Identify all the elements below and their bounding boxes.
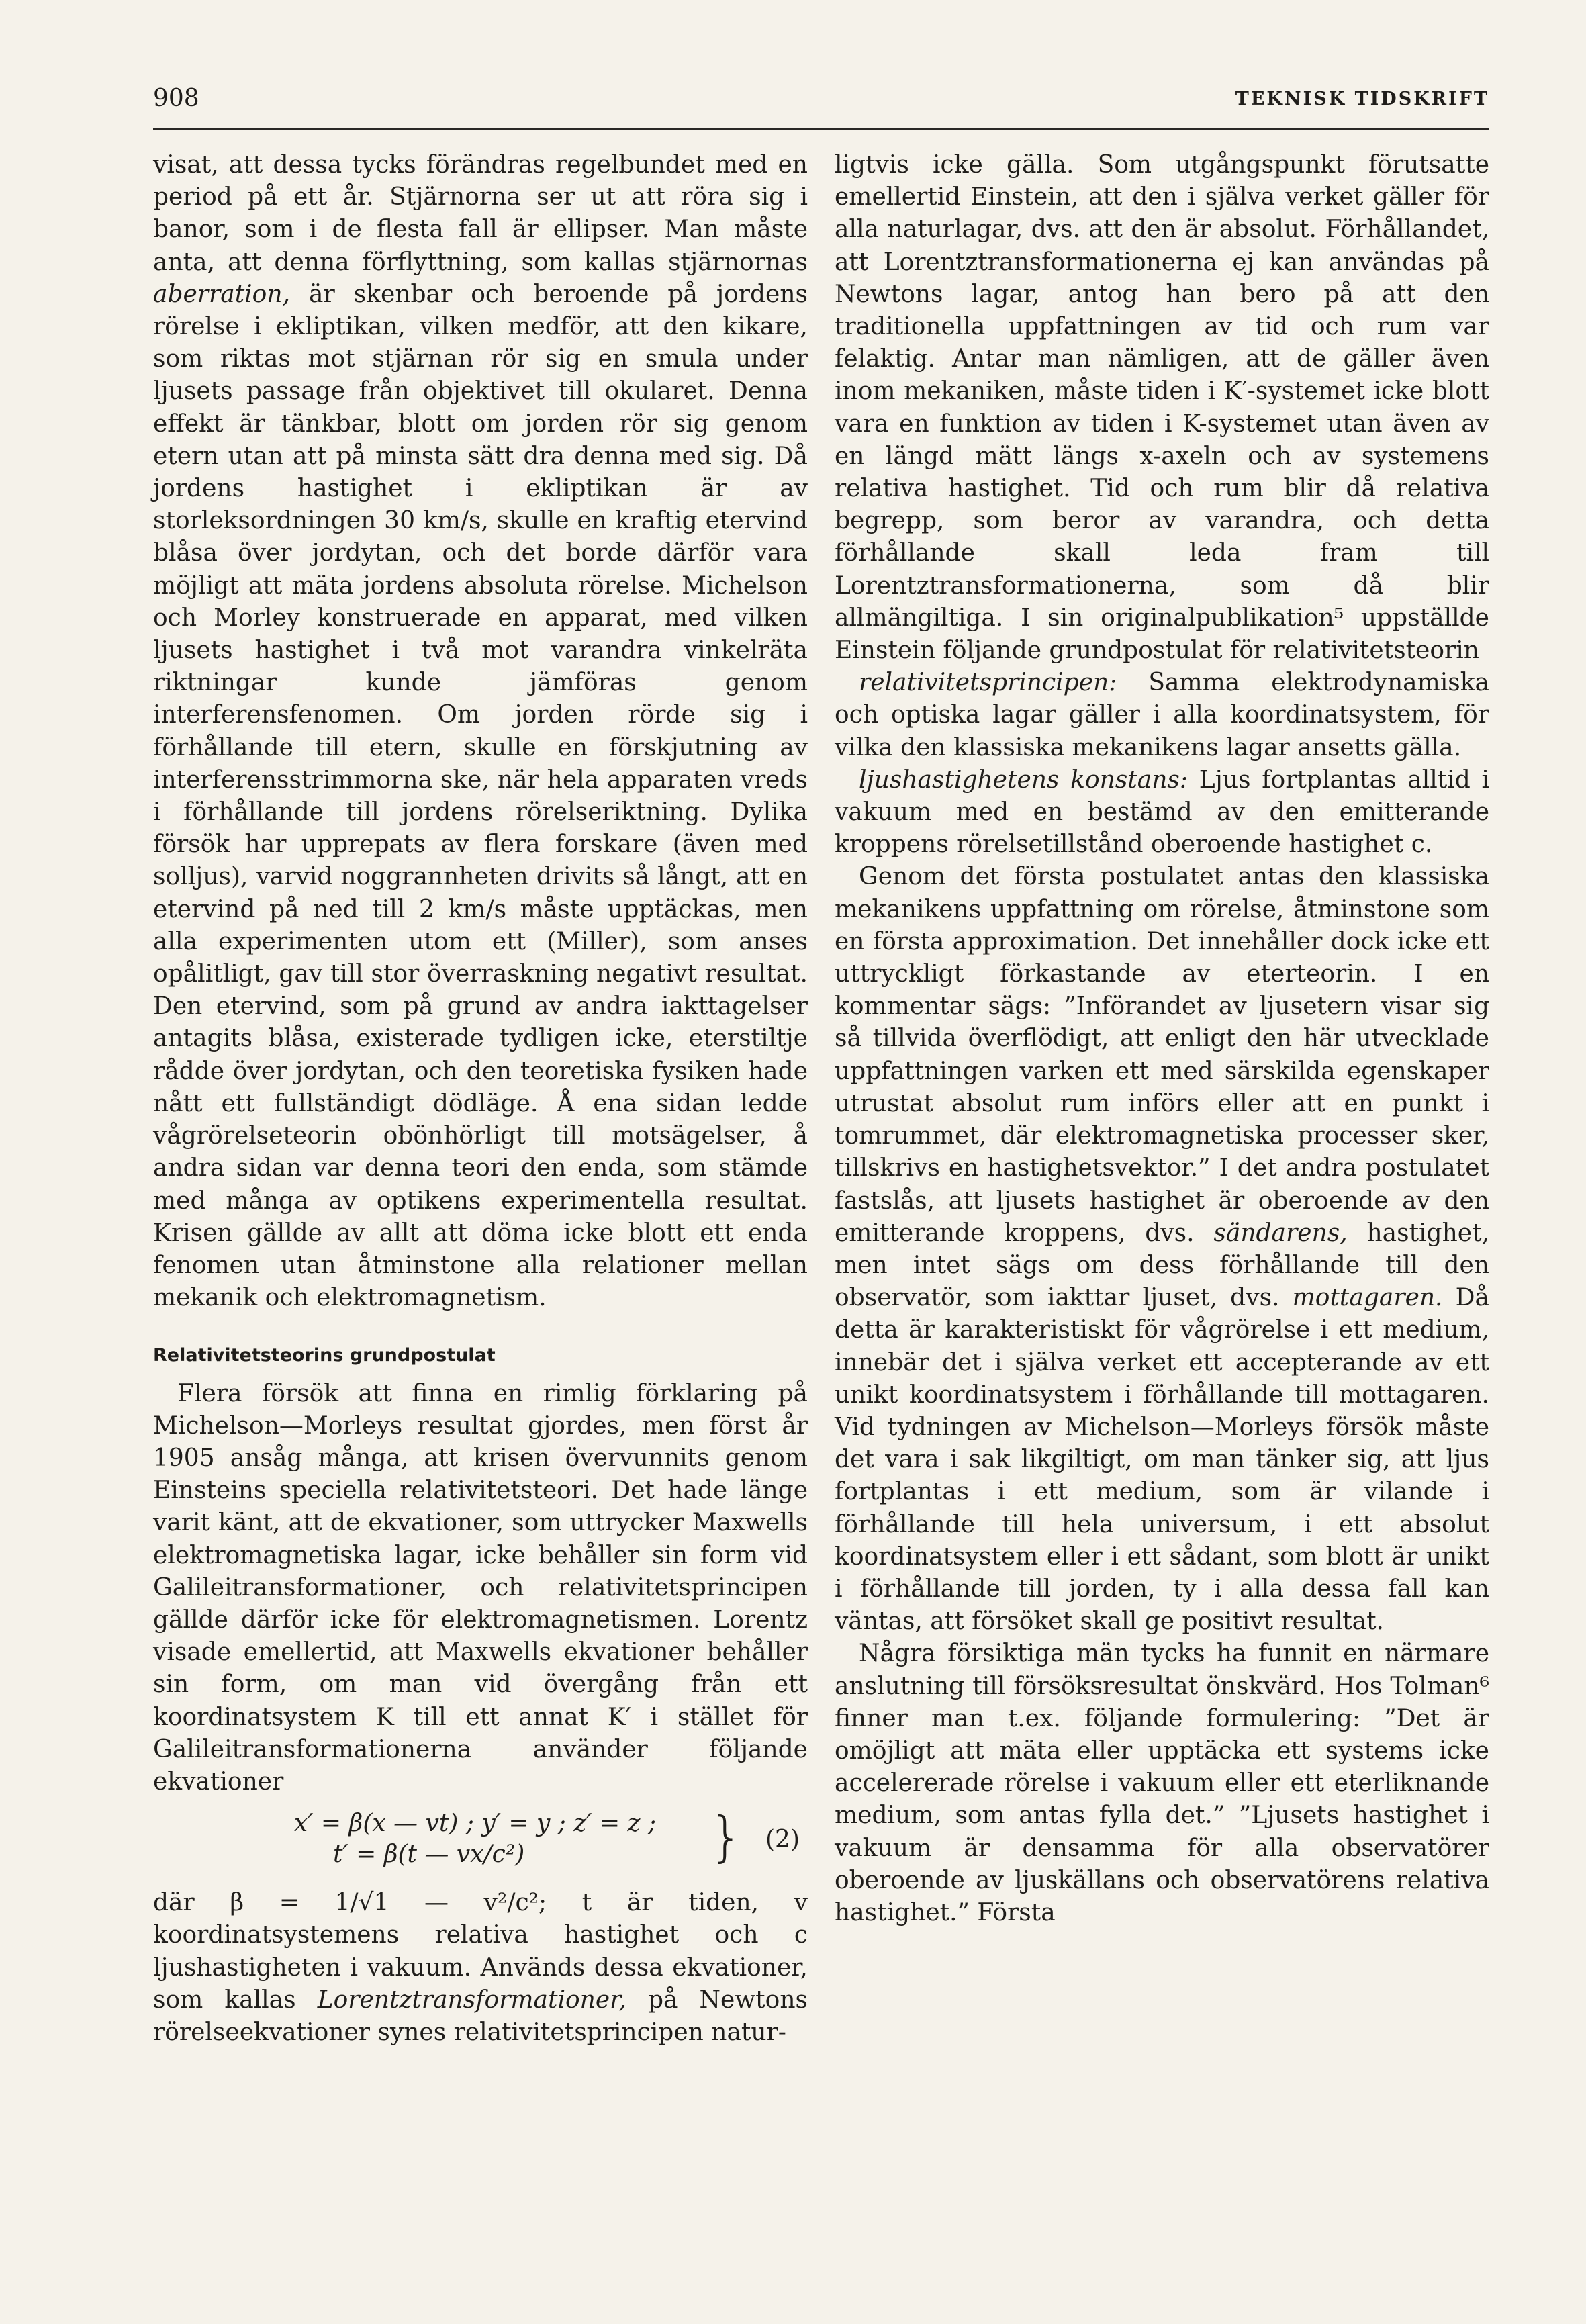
right-column <box>835 149 1489 1929</box>
equation-number: (2) <box>765 1826 800 1854</box>
postulate-2-term: ljushastighetens konstans: <box>859 765 1188 794</box>
page-header <box>153 85 1489 125</box>
equation-line-1: x′ = β(x — vt) ; y′ = y ; z′ = z ; <box>294 1810 657 1838</box>
left-paragraph-3: där β = 1/√1 — v²/c²; t är tiden, v koordinatsystemens relativa hastighet och c ljushastigheten i vakuum. Används dessa ekvationer, som kallas Lorentztransformationer, på Newtons rörelseekvationer synes relativitetsprincipen natur- <box>153 1889 808 2046</box>
left-column <box>153 149 808 2049</box>
left-paragraph-2: Flera försök att finna en rimlig förklaring på Michelson—Morleys resultat gjordes, men först år 1905 ansåg många, att krisen övervunnits genom Einsteins speciella relativitetsteori. Det hade länge varit känt, att de ekvationer, som uttrycker Maxwells elektromagnetiska lagar, icke behåller sin form vid Galileitransformationer, och relativitetsprincipen gällde därför icke för elektromagnetismen. Lorentz visade emellertid, att Maxwells ekvationer behåller sin form, om man vid övergång från ett koordinatsystem K till ett annat K′ i stället för Galileitransformationerna använder följande ekvationer <box>153 1379 808 1796</box>
lorentz-equation <box>153 1808 808 1872</box>
journal-title: TEKNISK TIDSKRIFT <box>1235 89 1489 109</box>
left-paragraph-1: visat, att dessa tycks förändras regelbundet med en period på ett år. Stjärnorna ser ut att röra sig i banor, som i de flesta fall är ellipser. Man måste anta, att denna förflyttning, som kallas stjärnornas aberration, är skenbar och beroende på jordens rörelse i ekliptikan, vilken medför, att den kikare, som riktas mot stjärnan rör sig en smula under ljusets passage från objektivet till okularet. Denna effekt är tänkbar, blott om jorden rör sig genom etern utan att på minsta sätt dra denna med sig. Då jordens hastighet i ekliptikan är av storleksordningen 30 km/s, skulle en kraftig etervind blåsa över jordytan, och det borde därför vara möjligt att mäta jordens absoluta rörelse. Michelson och Morley konstruerade en apparat, med vilken ljusets hastighet i två mot varandra vinkelräta riktningar kunde jämföras genom interferensfenomen. Om jorden rörde sig i förhållande till etern, skulle en förskjutning av interferensstrimmorna ske, när hela apparaten vreds i förhållande till jordens rörelseriktning. Dylika försök har upprepats av flera forskare (även med solljus), varvid noggrannheten drivits så långt, att en etervind på ned till 2 km/s måste upptäckas, men alla experimenten utom ett (Miller), som anses opålitligt, gav till stor överraskning negativt resultat. Den etervind, som på grund av andra iakttagelser antagits blåsa, existerade tydligen icke, eterstiltje rådde över jordytan, och den teoretiska fysiken hade nått ett fullständigt dödläge. Å ena sidan ledde vågrörelseteorin obönhörligt till motsägelser, å andra sidan var denna teori den enda, som stämde med många av optikens experimentella resultat. Krisen gällde av allt att döma icke blott ett enda fenomen utan åtminstone alla relationer mellan mekanik och elektromagnetism. <box>153 151 808 1312</box>
right-paragraph-3: Några försiktiga män tycks ha funnit en närmare anslutning till försöksresultat önskvärd. Hos Tolman⁶ finner man t.ex. följande formulering: ”Det är omöjligt att mäta eller upptäcka ett systems icke accelererade rörelse i vakuum eller ett eterliknande medium, som antas fylla det.” ”Ljusets hastighet i vakuum är densamma för alla observatörer oberoende av ljuskällans och observatörens relativa hastighet.” Första <box>835 1640 1489 1926</box>
right-paragraph-2: Genom det första postulatet antas den klassiska mekanikens uppfattning om rörelse, åtminstone som en första approximation. Det innehåller dock icke ett uttryckligt förkastande av eterteorin. I en kommentar sägs: ”Införandet av ljusetern visar sig så tillvida överflödigt, att enligt den här utvecklade uppfattningen varken ett med särskilda egenskaper utrustat absolut rum införs eller att en punkt i tomrummet, där elektromagnetiska processer sker, tillskrivs en hastighetsvektor.” I det andra postulatet fastslås, att ljusets hastighet är oberoende av den emitterande kroppens, dvs. sändarens, hastighet, men intet sägs om dess förhållande till den observatör, som iakttar ljuset, dvs. mottagaren. Då detta är karakteristiskt för vågrörelse i ett medium, innebär det i själva verket ett accepterande av ett unikt koordinatsystem i förhållande till mottagaren. Vid tydningen av Michelson—Morleys försök måste det vara i sak likgiltigt, om man tänker sig, att ljus fortplantas i ett medium, som är vilande i förhållande till hela universum, i ett absolut koordinatsystem eller i ett sådant, som blott är unikt i förhållande till jorden, ty i alla dessa fall kan väntas, att försöket skall ge positivt resultat. <box>835 863 1489 1636</box>
lorentz-term: Lorentztransformationer, <box>317 1986 626 2014</box>
right-paragraph-1: ligtvis icke gälla. Som utgångspunkt förutsatte emellertid Einstein, att den i själva verket gäller för alla naturlagar, dvs. att den är absolut. Förhållandet, att Lorentztransformationerna ej kan användas på Newtons lagar, antog han bero på att den traditionella uppfattningen av tid och rum var felaktig. Antar man nämligen, att de gäller även inom mekaniken, måste tiden i K′-systemet icke blott vara en funktion av tiden i K-systemet utan även av en längd mätt längs x-axeln och av systemens relativa hastighet. Tid och rum blir då relativa begrepp, som beror av varandra, och detta förhållande skall leda fram till Lorentztransformationerna, som då blir allmängiltiga. I sin originalpublikation⁵ uppställde Einstein följande grundpostulat för relativitetsteorin <box>835 151 1489 665</box>
page-number: 908 <box>153 85 199 112</box>
postulate-1-term: relativitetsprincipen: <box>859 669 1117 697</box>
aberration-term: aberration, <box>153 280 290 308</box>
postulate-2: ljushastighetens konstans: Ljus fortplantas alltid i vakuum med en bestämd av den emitterande kroppens rörelsetillstånd oberoende hastighet c. <box>835 765 1489 859</box>
section-heading: Relativitetsteorins grundpostulat <box>153 1345 496 1366</box>
equation-line-2: t′ = β(t — vx/c²) <box>333 1841 525 1869</box>
equation-brace: } <box>709 1806 743 1869</box>
header-rule <box>153 128 1489 130</box>
postulate-1: relativitetsprincipen: Samma elektrodynamiska och optiska lagar gäller i alla koordinatsystem, för vilka den klassiska mekanikens lagar ansetts gälla. <box>835 669 1489 761</box>
